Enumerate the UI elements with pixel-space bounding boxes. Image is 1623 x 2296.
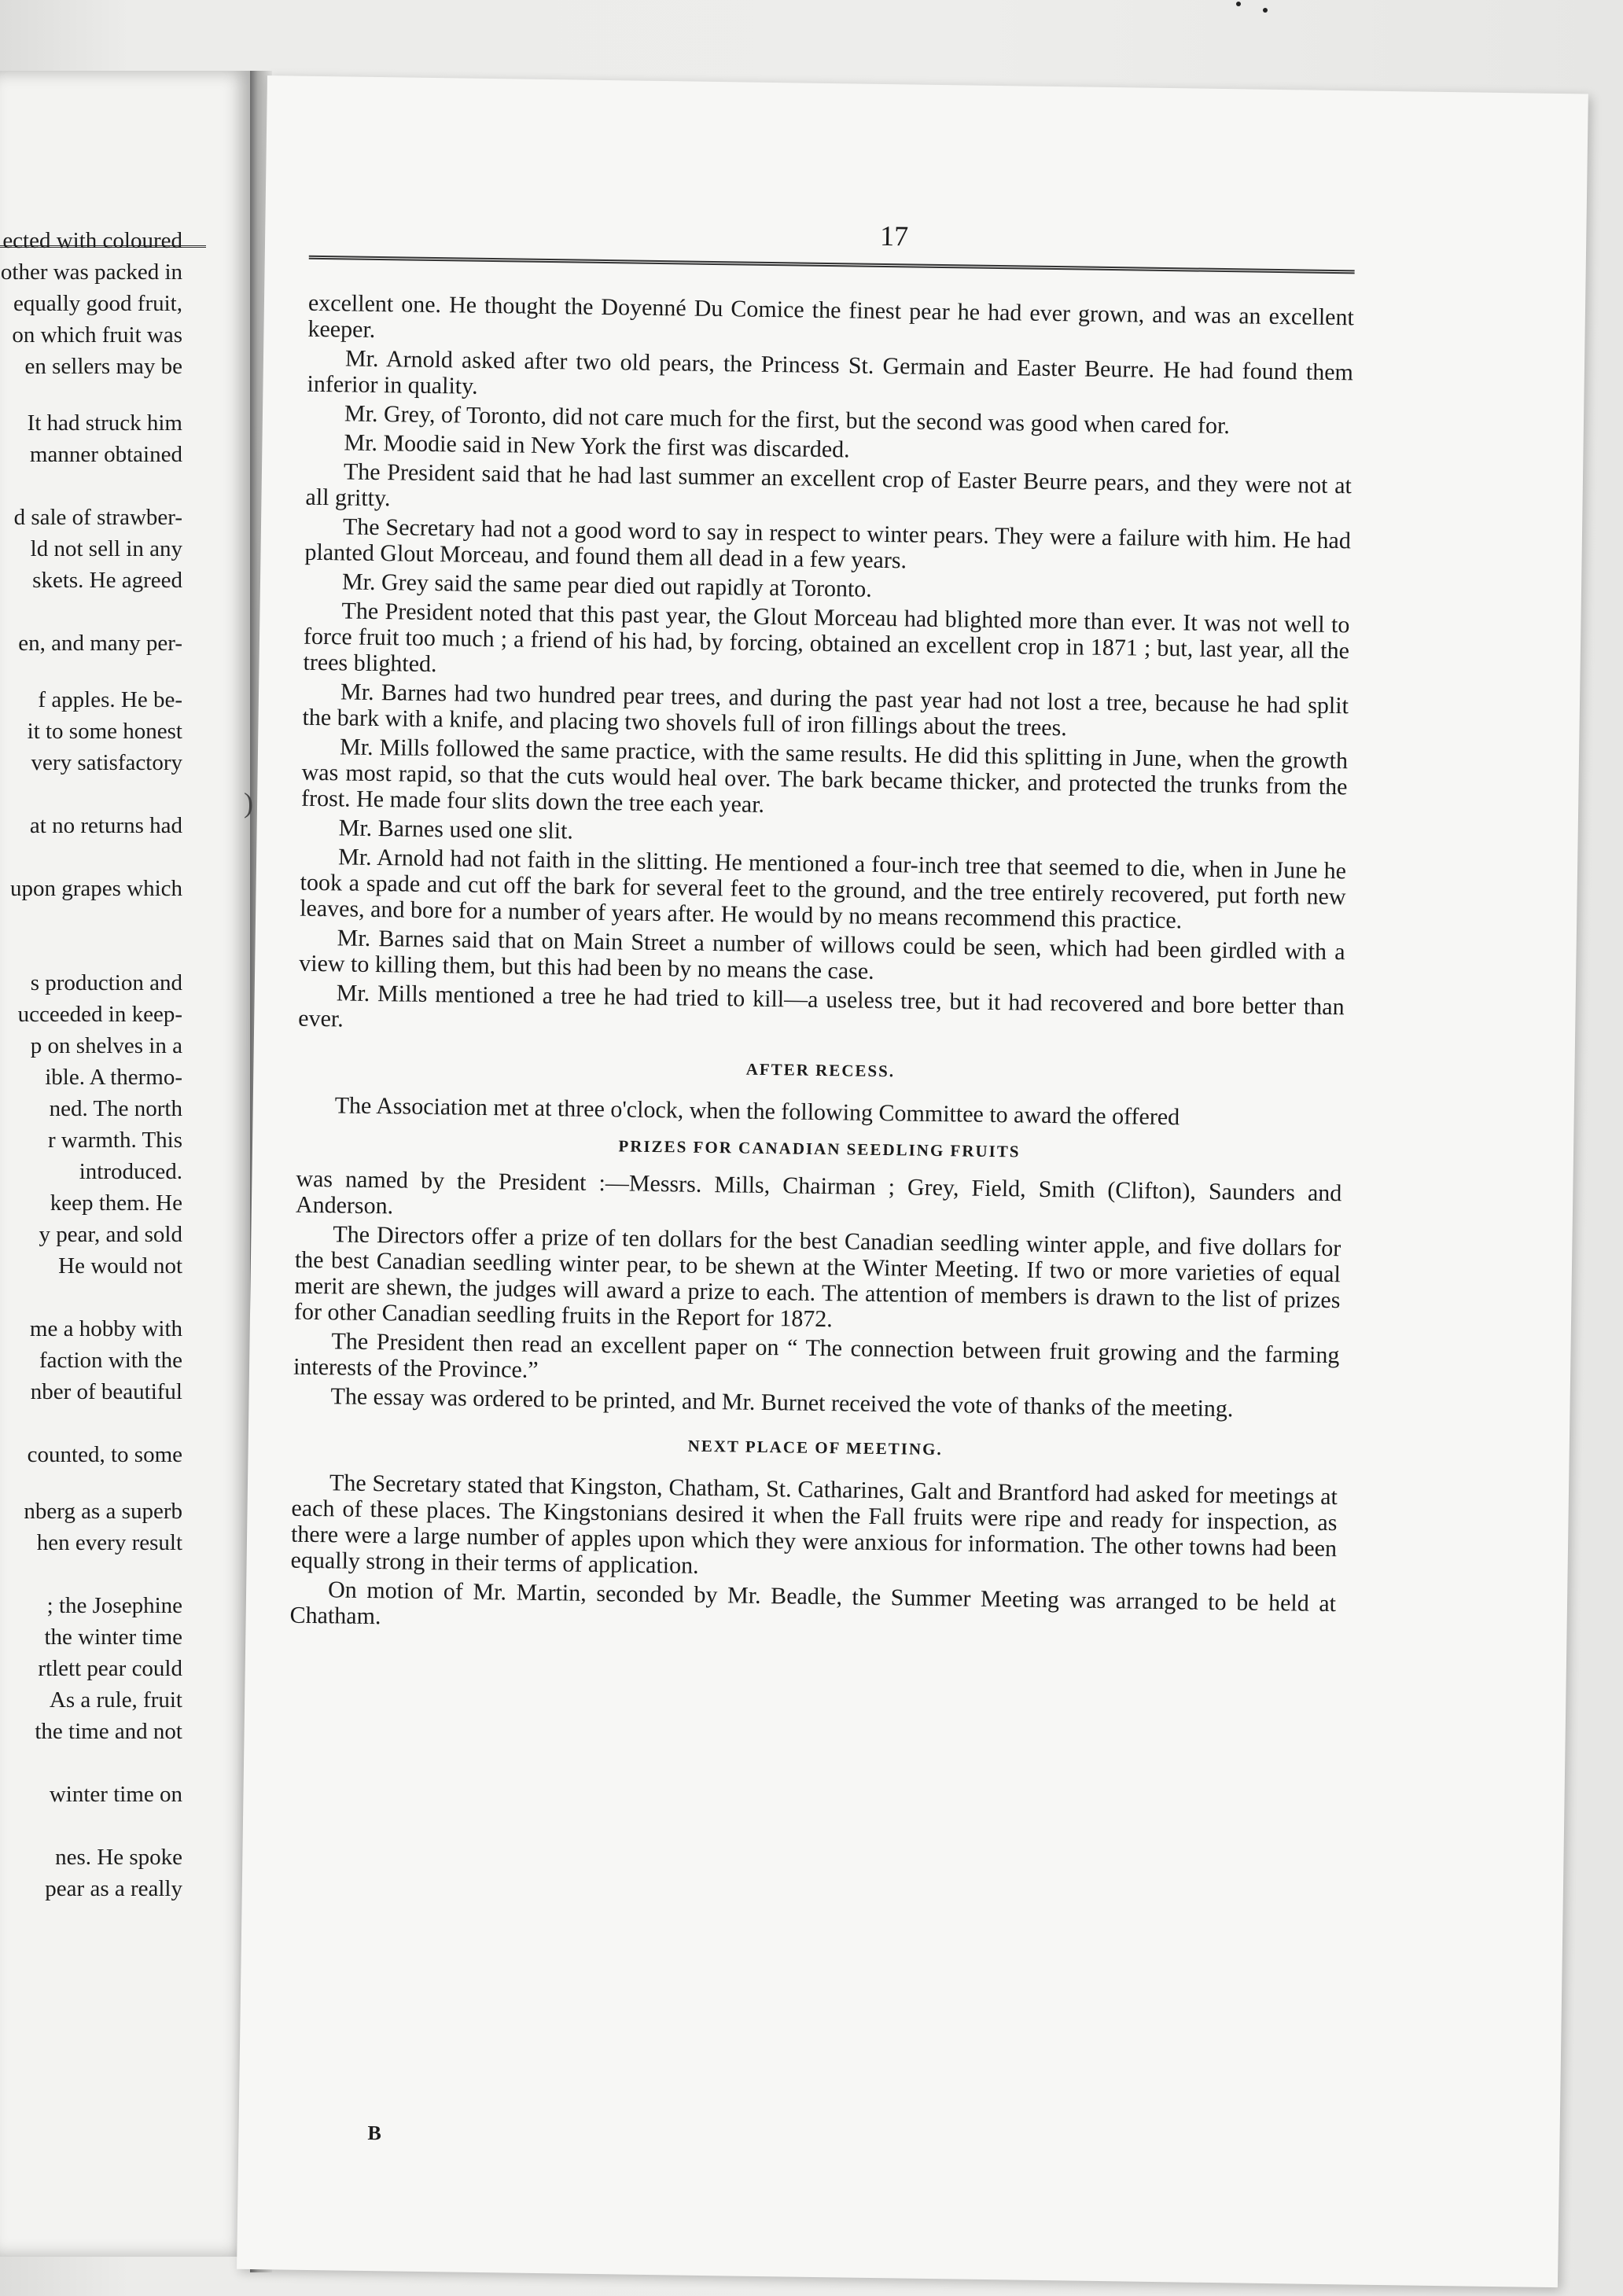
paragraph: Mr. Arnold had not faith in the slitting. He mentioned a four-inch tree that seemed to die, when in June he took a spade and cut off the bark for several feet to the ground, and the tree entirely recovered, put forth new leaves, and bore for a number of years after. He would by no means recommend this practice. [299, 844, 1347, 934]
prizes-section [293, 1166, 1341, 1424]
left-page-line: introduced. [79, 1159, 182, 1184]
left-page-line: keep them. He [50, 1190, 182, 1216]
left-page-line: As a rule, fruit [49, 1687, 182, 1713]
paragraph: On motion of Mr. Martin, seconded by Mr. Beadle, the Summer Meeting was arranged to be held at Chatham. [289, 1577, 1337, 1630]
left-page-line: f apples. He be- [38, 687, 182, 712]
left-page-line: nber of beautiful [30, 1379, 182, 1404]
left-page-line: skets. He agreed [32, 568, 182, 593]
paragraph: was named by the President :—Messrs. Mills, Chairman ; Grey, Field, Smith (Clifton), Saunders and Anderson. [295, 1165, 1342, 1220]
left-page-line: d sale of strawber- [13, 505, 182, 530]
left-page-line: r warmth. This [47, 1128, 182, 1153]
left-page-line: it to some honest [27, 719, 182, 744]
left-page-line: the time and not [35, 1719, 182, 1744]
paragraph: The essay was ordered to be printed, and Mr. Burnet received the vote of thanks of the meeting. [330, 1383, 1234, 1422]
left-page-line: s production and [30, 970, 182, 995]
paragraph: excellent one. He thought the Doyenné Du Comice the finest pear he had ever grown, and was an excellent keeper. [307, 289, 1355, 343]
paragraph: Mr. Moodie said in New York the first was discarded. [344, 429, 850, 463]
paragraph: Mr. Barnes said that on Main Street a number of willows could be seen, which had been girdled with a view to killing them, but this had been by no means the case. [299, 925, 1345, 984]
page-edge-mark: ) [244, 787, 253, 819]
signature-mark: B [367, 2121, 382, 2145]
left-page-line: p on shelves in a [30, 1033, 182, 1058]
discussion-section [298, 290, 1354, 1046]
paragraph: Mr. Grey said the same pear died out rapidly at Toronto. [341, 568, 873, 602]
left-page-line: ucceeded in keep- [17, 1002, 182, 1027]
left-page-line: on which fruit was [12, 322, 182, 348]
paragraph: The President noted that this past year, the Glout Morceau had blighted more than ever. It was not well to force fruit too much ; a friend of his had, by forcing, obtained an excellent crop in 1871 ; but, last year, all the trees blighted. [303, 598, 1350, 678]
paragraph: The President said that he had last summer an excellent crop of Easter Beurre pears, and they were not at all gritty. [305, 458, 1352, 512]
left-page-line: en sellers may be [24, 354, 182, 379]
paragraph: The President then read an excellent paper on “ The connection between fruit growing and the farming interests of the Province.” [293, 1328, 1340, 1383]
left-page-line: at no returns had [29, 813, 182, 838]
paragraph: The Secretary stated that Kingston, Chatham, St. Catharines, Galt and Brantford had asked for meetings at each of these places. The Kingstonians desired it when the Fall fruits were ripe and ready for inspection, as there were a large number of apples upon which they were anxious for information. The other towns had been equally strong in their terms of application. [290, 1470, 1338, 1579]
left-page-line: very satisfactory [31, 750, 182, 775]
page-number: 17 [879, 219, 909, 252]
left-page-line: He would not [58, 1253, 182, 1279]
left-page-line: counted, to some [27, 1442, 182, 1467]
left-page-line: ; the Josephine [46, 1593, 182, 1618]
left-page-line: y pear, and sold [39, 1222, 182, 1247]
next-meeting-section [289, 1470, 1338, 1643]
scan-speck [1263, 8, 1268, 13]
paragraph: Mr. Grey, of Toronto, did not care much for the first, but the second was good when cared for. [344, 400, 1231, 440]
left-page-line: ected with coloured [2, 228, 182, 253]
heading-next-meeting: NEXT PLACE OF MEETING. [687, 1436, 943, 1459]
heading-prizes: PRIZES FOR CANADIAN SEEDLING FRUITS [618, 1136, 1021, 1161]
header-rule [309, 256, 1355, 274]
left-page-line: other was packed in [0, 259, 182, 285]
left-page-line: equally good fruit, [13, 291, 182, 316]
page-content [289, 290, 1354, 1646]
recess-intro: The Association met at three o'clock, when the following Committee to award the offered [334, 1092, 1180, 1131]
left-page-line: pear as a really [45, 1876, 182, 1901]
left-page-fragment [0, 71, 252, 2257]
left-page-line: me a hobby with [29, 1316, 182, 1341]
left-page-line: ld not sell in any [30, 536, 182, 561]
scan-speck [1236, 2, 1241, 6]
paragraph: Mr. Mills followed the same practice, with the same results. He did this splitting in June, when the growth was most rapid, so that the cuts would heal over. The bark became thicker, and protected the trunks from the frost. He made four slits down the tree each year. [300, 734, 1349, 818]
paragraph: The Secretary had not a good word to say in respect to winter pears. They were a failure with him. He had planted Glout Morceau, and found them all dead in a few years. [304, 513, 1352, 574]
left-page-line: manner obtained [29, 442, 182, 467]
paragraph: The Directors offer a prize of ten dollars for the best Canadian seedling winter apple, and five dollars for the best Canadian seedling winter pear, to be shewn at the Winter Meeting. If two or more varieties of equal merit are shewn, the judges will award a prize to each. The attention of members is drawn to the list of prizes for other Canadian seedling fruits in the Report for 1872. [293, 1221, 1341, 1333]
left-page-line: en, and many per- [18, 631, 182, 656]
left-page-line: hen every result [36, 1530, 182, 1555]
paragraph: Mr. Arnold asked after two old pears, the Princess St. Germain and Easter Beurre. He had found them inferior in quality. [307, 345, 1354, 399]
left-page-line: nberg as a superb [24, 1499, 182, 1524]
main-page [237, 75, 1588, 2287]
paragraph: Mr. Barnes had two hundred pear trees, and during the past year had not lost a tree, because he had split the bark with a knife, and placing two shovels full of iron fillings about the trees. [302, 679, 1349, 741]
left-page-line: upon grapes which [9, 876, 182, 901]
left-page-line: faction with the [39, 1348, 182, 1373]
left-page-line: It had struck him [27, 410, 182, 436]
left-page-line: rtlett pear could [38, 1656, 182, 1681]
left-page-line: nes. He spoke [55, 1845, 182, 1870]
left-page-line: ible. A thermo- [45, 1065, 182, 1090]
paragraph: Mr. Mills mentioned a tree he had tried to kill—a useless tree, but it had recovered and bore better than ever. [298, 980, 1345, 1032]
paragraph: Mr. Barnes used one slit. [338, 815, 574, 844]
heading-after-recess: AFTER RECESS. [745, 1059, 896, 1081]
left-page-line: winter time on [49, 1782, 182, 1807]
left-page-line: the winter time [44, 1624, 182, 1650]
left-page-line: ned. The north [49, 1096, 182, 1121]
